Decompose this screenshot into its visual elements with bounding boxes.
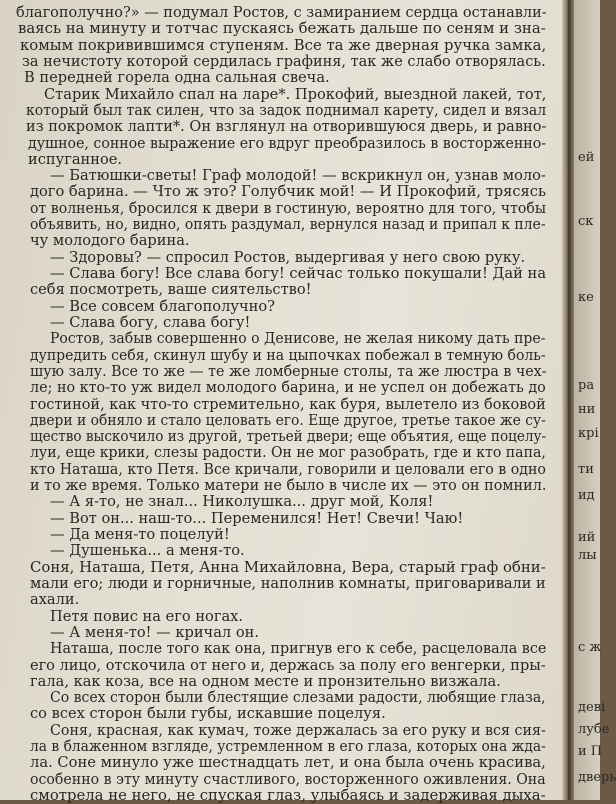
text-line: и то же время. Только матери не было в числе их — это он помнил. xyxy=(30,477,547,495)
text-line: благополучно?» — подумал Ростов, с замиранием сердца останавли- xyxy=(16,4,547,21)
text-line: за нечистоту которой сердилась графиня, так же слабо отворялась. xyxy=(22,52,546,70)
text-line: ахали. xyxy=(30,591,80,609)
text-line: кто Наташа, кто Петя. Все кричали, говорили и целовали его в одно xyxy=(30,460,546,478)
text-line: Соня, Наташа, Петя, Анна Михайловна, Вера, старый граф обни- xyxy=(30,558,546,576)
text-line: Старик Михайло спал на ларе*. Прокофий, выездной лакей, тот, xyxy=(44,85,547,103)
facing-page-fragment: лы xyxy=(578,548,597,563)
text-line: испуганное. xyxy=(28,150,123,168)
text-line: объявить, но, видно, опять раздумал, вернулся назад и припал к пле- xyxy=(30,216,546,234)
text-line: гостиной, как что-то стремительно, как буря, вылетело из боковой xyxy=(30,395,546,413)
facing-page-fragment: лубе xyxy=(578,722,610,737)
text-line: Ростов, забыв совершенно о Денисове, не желая никому дать пре- xyxy=(50,330,546,348)
facing-page-fragment: и П xyxy=(578,744,603,759)
text-line: душное, сонное выражение его вдруг преобразилось в восторженно- xyxy=(28,134,547,152)
text-line: — Батюшки-светы! Граф молодой! — вскрикнул он, узнав моло- xyxy=(50,167,546,185)
text-line: ла в блаженном взгляде, устремленном в его глаза, которых она жда- xyxy=(30,738,546,756)
text-line: ла. Соне минуло уже шестнадцать лет, и она была очень красива, xyxy=(30,754,546,772)
text-line: В передней горела одна сальная свеча. xyxy=(24,69,330,87)
text-line: — Все совсем благополучно? xyxy=(50,297,275,315)
text-line: Со всех сторон были блестящие слезами радости, любящие глаза, xyxy=(50,689,546,707)
text-line: Петя повис на его ногах. xyxy=(50,607,244,625)
book-gutter xyxy=(562,0,574,800)
text-line: Наташа, после того как она, пригнув его к себе, расцеловала все xyxy=(50,640,547,658)
facing-page-fragment: ни xyxy=(578,402,596,417)
text-line: гала, как коза, все на одном месте и пронзительно визжала. xyxy=(30,672,501,690)
facing-page-fragment: деві xyxy=(578,700,606,715)
text-line: дупредить себя, скинул шубу и на цыпочках побежал в темную боль- xyxy=(30,346,546,364)
text-line: — Здоровы? — спросил Ростов, выдергивая у него свою руку. xyxy=(50,248,526,266)
text-line: со всех сторон были губы, искавшие поцелуя. xyxy=(30,705,386,723)
facing-page-fragment: ра xyxy=(578,378,595,393)
facing-page-fragment: дверь xyxy=(578,770,616,785)
text-line: шую залу. Все то же — те же ломберные столы, та же люстра в чех- xyxy=(30,362,547,380)
facing-page-fragment: крі xyxy=(578,426,599,441)
text-line: — А меня-то! — кричал он. xyxy=(50,623,259,641)
text-line: мали его; люди и горничные, наполнив комнаты, приговаривали и xyxy=(30,574,546,592)
text-line: — Вот он... наш-то... Переменился! Нет! Свечи! Чаю! xyxy=(50,509,464,527)
facing-page-fragment: ск xyxy=(578,214,594,229)
facing-page-fragment: ти xyxy=(578,462,594,477)
facing-page-fragment: ке xyxy=(578,290,594,305)
text-line: себя посмотреть, ваше сиятельство! xyxy=(30,281,312,299)
facing-page-fragment: ей xyxy=(578,150,595,165)
text-line: ле; но кто-то уж видел молодого барина, и не успел он добежать до xyxy=(30,379,546,397)
text-line: — Да меня-то поцелуй! xyxy=(50,526,230,543)
text-line: — Слава богу, слава богу! xyxy=(50,313,251,331)
text-line: его лицо, отскочила от него и, держась за полу его венгерки, пры- xyxy=(30,656,546,674)
text-line: смотрела не него, не спуская глаз, улыбаясь и задерживая дыха- xyxy=(30,787,546,804)
text-line: Соня, красная, как кумач, тоже держалась за его руку и вся сия- xyxy=(50,721,546,739)
text-line: от волненья, бросился к двери в гостиную, вероятно для того, чтобы xyxy=(30,199,547,217)
text-line: двери и обняло и стало целовать его. Еще другое, третье такое же су- xyxy=(30,411,546,429)
text-line: из покромок лапти*. Он взглянул на отворившуюся дверь, и равно- xyxy=(26,118,547,136)
text-line: комым покривившимся ступеням. Все та же дверная ручка замка, xyxy=(20,36,547,54)
text-line: особенно в эту минуту счастливого, восторженного оживления. Она xyxy=(30,770,546,788)
text-line: дого барина. — Что ж это? Голубчик мой! — И Прокофий, трясясь xyxy=(30,183,546,201)
facing-page-edge xyxy=(574,0,616,800)
text-line: ваясь на минуту и тотчас пускаясь бежать дальше по сеням и зна- xyxy=(18,20,546,38)
text-line: — А я-то, не знал... Николушка... друг мой, Коля! xyxy=(50,493,434,511)
facing-page-fragment: с ж xyxy=(578,640,602,655)
text-line: который был так силен, что за задок поднимал карету, сидел и вязал xyxy=(26,101,547,119)
text-line: — Душенька... а меня-то. xyxy=(50,542,245,560)
facing-page-fragment: ий xyxy=(578,530,596,545)
text-line: чу молодого барина. xyxy=(30,232,190,250)
text-line: щество выскочило из другой, третьей двери; еще объятия, еще поцелу- xyxy=(30,428,547,446)
text-line: луи, еще крики, слезы радости. Он не мог разобрать, где и кто папа, xyxy=(30,444,546,462)
text-line: — Слава богу! Все слава богу! сейчас только покушали! Дай на xyxy=(50,265,547,282)
facing-page-fragment: ид xyxy=(578,488,595,503)
